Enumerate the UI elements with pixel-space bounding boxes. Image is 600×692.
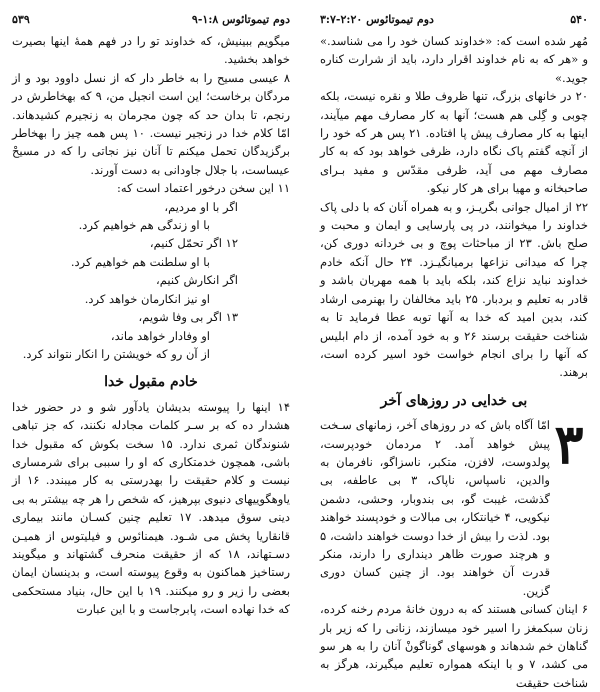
paragraph: امّا آگاه باش که در روزهای آخر، زمانهای سـخت پیش خواهد آمد. ۲ مردمان خودپرست، پولدوست، لافزن، متکبر، ناسزاگو، نافرمان به والدین، ناسپاس، ناپاک، ۳ بی عاطفه، بی گذشت، غیبت گو، بی بندوبار، وحشی، دشمن نیکویی، ۴ خیانتکار، بی مبالات و خودپسند خواهند بود. لذت را بیش از خدا دوست خواهند داشت، ۵ و هرچند صورت ظاهر دینداری را دارند، منکر قدرت آن خواهند بود. از چنین کسان دوری گزین.	[320, 418, 550, 598]
left-page-header	[12, 8, 290, 30]
left-page-number: ۵۳۹	[12, 12, 30, 26]
poem-line: اگر با او مردیم،	[164, 199, 238, 214]
poem-line: او نیز انکارمان خواهد کرد.	[84, 291, 210, 306]
paragraph: ۶ اینان کسانی هستند که به درون خانهٔ مردم رخنه کرده، زنان سبکمغز را اسیر خود میسازند، زنانی را که زیر بار گناهان خم شدهاند و هوسهای گوناگونْ آنان را به هر سو می کشد، ۷ و با اینکه همواره تعلیم میگیرند، هرگز به شناخت حقیقت	[320, 602, 588, 690]
paragraph: ۲۲ از امیال جوانی بگریـز، و به همراه آنان که با دلی پاک خداوند را میخوانند، در پی پارسایی و ایمان و محبت و صلح باش. ۲۳ از مباحثات پوچ و بی خردانه دوری کن، چرا که میدانی نزاعها برمیانگیـزد. ۲۴ حال آنکه خادم خداوند نباید نزاع کند، بلکه باید با همه مهربان باشد و قادر به تعلیم و بردبار. ۲۵ باید مخالفان را بهنرمی ارشاد کند، بدین امید که خدا به آنها توبه عطا فرماید تا به شناخت حقیقت برسند ۲۶ و به خود آمده، از دام ابلیس که آنها را برای انجام خواست خود اسیر کرده است، برهند.	[320, 199, 589, 380]
right-column	[320, 32, 589, 690]
poem-line: اگر انکارش کنیم،	[156, 273, 238, 288]
left-column	[12, 32, 290, 622]
section-heading: خادم مقبول خدا	[104, 374, 198, 391]
poem-line: با او سلطنت هم خواهیم کرد.	[70, 254, 210, 269]
paragraph: ۸ عیسی مسیح را به خاطر دار که از نسل داوود بود و از مردگان برخاست؛ این است انجیل من، ۹ که بهخاطرش در رنجم، تا بدان حد که چون مجرمان به زنجیرم کشیدهاند. امّا کلام خدا در زنجیر نیست. ۱۰ پس همه چیز را بهخاطر برگزیدگان تحمل میکنم تا آنان نیز نجاتی را که در مسیحْ عیساست، با جلال جاودانی به دست آورند.	[12, 70, 290, 177]
chapter-number: ۳	[554, 412, 584, 477]
paragraph: ۲۰ در خانهای بزرگ، تنها ظروف طلا و نقره نیست، بلکه چوبی و گِلی هم هست؛ آنها به کار مصارف مهم میآیند، اینها به کار مصارف پیش پا افتاده. ۲۱ پس هر که خود را از آنچه گفتم پاک نگاه دارد، ظرفی خواهد بود که به کار مصارف مهم می آید، ظرفی مقدّس و مفید بـرای صاحبخانه و مهیا برای هر کار نیکو.	[320, 89, 588, 196]
paragraph: مُهر شده است که: «خداوند کسان خود را می شناسد.» و «هر که به نام خداوند اقرار دارد، باید از شرارت کناره جوید.»	[320, 34, 588, 85]
left-book-reference: دوم تیموتائوس ۱:۸-۹	[191, 12, 290, 26]
poem	[12, 198, 290, 364]
paragraph: میگویم ببینیش، که خداوند تو را در فهم همهٔ اینها بصیرت خواهد بخشید.	[12, 34, 290, 67]
right-page-header	[320, 8, 588, 30]
section-heading: بی خدایی در روزهای آخر	[380, 392, 528, 409]
paragraph: ۱۱ این سخن درخور اعتماد است که:	[117, 181, 290, 196]
right-book-reference: دوم تیموتائوس ۲:۲۰-۳:۷	[320, 12, 434, 26]
poem-line: او وفادار خواهد ماند،	[110, 328, 210, 343]
poem-line: ۱۳ اگر بی وفا شویم،	[138, 310, 238, 325]
poem-line: با او زندگی هم خواهیم کرد.	[78, 218, 210, 233]
right-page-number: ۵۴۰	[570, 12, 588, 26]
poem-line: از آن رو که خویشتن را انکار نتواند کرد.	[22, 346, 210, 361]
chapter-opening	[320, 412, 588, 600]
paragraph: ۱۴ اینها را پیوسته بدیشان یادآور شو و در حضور خدا هشدار ده که بر سـر کلمات مجادله نکنند، که جز تباهی شنوندگان ثمری ندارد. ۱۵ سخت بکوش که مقبول خدا باشی، همچون خدمتکاری که او را سببی برای شرمساری نیست و کلام حقیقت را بهدرستی به کار میبندد. ۱۶ از یاوهگوییهای دنیوی بپرهیز، که شخص را هر چه بیشتر به بی دینی سوق میدهد. ۱۷ تعلیم چنین کسـان مانند بیماری قانقاریا پخش می شـود. هیمنائوس و فیلیتوس از همیـن دسـتهاند، ۱۸ که از حقیقت منحرف گشتهاند و میگویند رستاخیز هماکنون به وقوع پیوسته است، و بدینسان ایمان بعضی را زیر و رو میکنند. ۱۹ با این حال، بنیاد مستحکمی که خدا نهاده است، پابرجاست و با این عبارت	[12, 399, 291, 617]
poem-line: ۱۲ اگر تحمّل کنیم،	[149, 236, 238, 251]
